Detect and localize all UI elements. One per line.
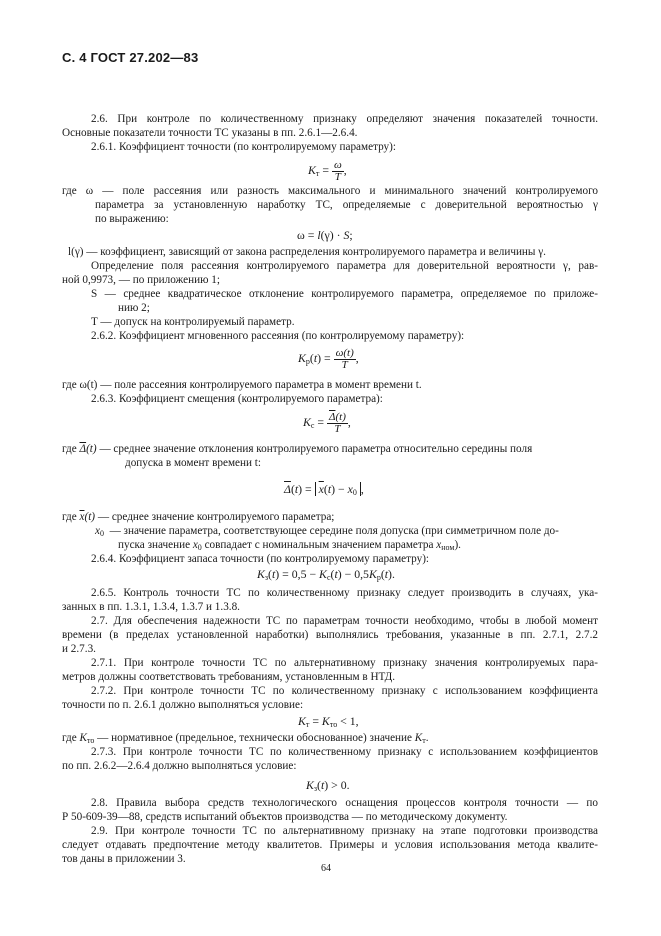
para-2-8: 2.8. Правила выбора средств технологического оснащения процессов контроля точности — по	[91, 797, 598, 809]
para-2-6-5: 2.6.5. Контроль точности ТС по количественному признаку следует производить в случаях, ука-	[91, 587, 598, 599]
text-line: где ω(t) — поле рассеяния контролируемого параметра в момент времени t.	[62, 379, 422, 391]
para-2-6-4: 2.6.4. Коэффициент запаса точности (по контролируемому параметру):	[91, 553, 430, 565]
text-line: Определение поля рассеяния контролируемого параметра для доверительной вероятности γ, рав-	[91, 260, 598, 272]
text-line: допуска в момент времени t:	[125, 457, 261, 469]
formula-kt-condition: $K_т = K_{то} < 1$,	[298, 714, 359, 729]
text-line: S — среднее квадратическое отклонение контролируемого параметра, определяемое по приложе-	[91, 288, 598, 300]
para-2-6-2: 2.6.2. Коэффициент мгновенного рассеяния (по контролируемому параметру):	[91, 330, 465, 342]
text-line: тов даны в приложении 3.	[62, 853, 186, 865]
para-2-6: 2.6. При контроле по количественному признаку определяют значения показателей точности.	[91, 113, 598, 125]
text-line: где ω — поле рассеяния или разность максимального и минимального значений контролируемого	[62, 185, 598, 197]
para-2-7-3: 2.7.3. При контроле точности ТС по количественному признаку с использованием коэффициентов	[91, 746, 598, 758]
formula-kz-condition: $K_з(t) > 0$.	[306, 778, 350, 793]
text-line: времени (в пределах установленной наработки) выполнялись требования, указанные в пп. 2.7.1, 2.7.2	[62, 629, 598, 641]
text-line: где $K_{то}$ — нормативное (предельное, технически обоснованное) значение $K_т$.	[62, 732, 429, 745]
formula-kt: $K_т$ = $\frac{\omega}{T}$ ,	[308, 159, 347, 183]
text-line: и 2.7.3.	[62, 643, 96, 655]
text-line: по выражению:	[95, 213, 169, 225]
text-line: нию 2;	[118, 302, 150, 314]
para-2-6-1: 2.6.1. Коэффициент точности (по контролируемому параметру):	[91, 141, 396, 153]
text-line: пуска значение $x_0$ совпадает с номинальным значением параметра $x_{ном}$).	[118, 539, 461, 552]
text-line: ной 0,9973, — по приложению 1;	[62, 274, 220, 286]
text-line: l(γ) — коэффициент, зависящий от закона распределения контролируемого параметра и величины γ.	[68, 246, 546, 258]
para-2-6-3: 2.6.3. Коэффициент смещения (контролируемого параметра):	[91, 393, 383, 405]
text-line: следует отдавать предпочтение методу квалитетов. Примеры и условия использования метода квалите-	[62, 839, 598, 851]
formula-kc: $K_с$ = $\frac{\overline{\Delta}(t)}{T}$ ,	[303, 411, 351, 435]
text-line: параметра за установленную наработку ТС, определяемые с доверительной вероятностью γ	[95, 199, 598, 211]
text-line: где $\overline{x}(t)$ — среднее значение контролируемого параметра;	[62, 511, 335, 523]
para-2-7-1: 2.7.1. При контроле точности ТС по альтернативному признаку значения контролируемых пара-	[91, 657, 598, 669]
formula-delta: $\overline{\Delta}(t) = \overline{x}(t) - x_0$ ,	[284, 482, 364, 497]
text-line: Основные показатели точности ТС указаны в пп. 2.6.1—2.6.4.	[62, 127, 358, 139]
text-line: занных в пп. 1.3.1, 1.3.4, 1.3.7 и 1.3.8.	[62, 601, 240, 613]
text-line: точности по п. 2.6.1 должно выполняться условие:	[62, 699, 304, 711]
para-2-9: 2.9. При контроле точности ТС по альтернативному признаку на этапе подготовки производства	[91, 825, 598, 837]
page-header: С. 4 ГОСТ 27.202—83	[62, 50, 199, 65]
text-line: T — допуск на контролируемый параметр.	[91, 316, 295, 328]
formula-kp: $K_p(t)$ = $\frac{\omega(t)}{T}$ ,	[298, 347, 359, 371]
text-line: по пп. 2.6.2—2.6.4 должно выполняться условие:	[62, 760, 297, 772]
formula-omega: ω = l(γ) · S;	[297, 228, 353, 242]
para-2-7: 2.7. Для обеспечения надежности ТС по параметрам точности необходимо, чтобы в любой момент	[91, 615, 598, 627]
text-line: Р 50-609-39—88, средств испытаний объектов производства — по методическому документу.	[62, 811, 508, 823]
text-line: где $\overline{\Delta}(t)$ — среднее значение отклонения контролируемого параметра относительно середины поля	[62, 443, 533, 455]
text-line: метров должны соответствовать требованиям, установленным в НТД.	[62, 671, 396, 683]
page-number: 64	[321, 863, 331, 874]
formula-kz: $K_з(t) = 0,5 - K_с(t) - 0,5K_p(t)$.	[257, 567, 395, 582]
para-2-7-2: 2.7.2. При контроле точности ТС по количественному признаку с использованием коэффициента	[91, 685, 598, 697]
text-line: $x_0$ — значение параметра, соответствующее середине поля допуска (при симметричном поле до-	[95, 525, 559, 538]
